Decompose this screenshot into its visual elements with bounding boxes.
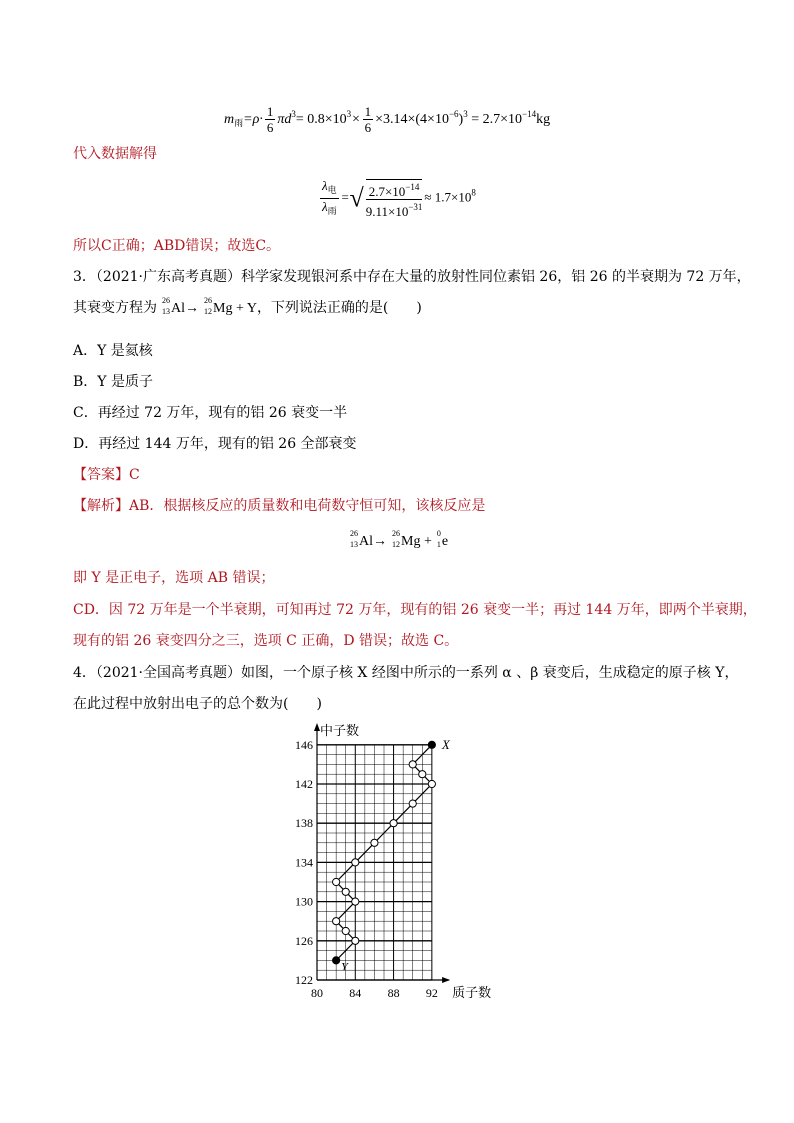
option-b: B．Y 是质子 xyxy=(73,374,153,390)
decay-point xyxy=(333,878,340,885)
x-tick-label: 80 xyxy=(311,986,323,1000)
x-tick-label: 88 xyxy=(387,986,400,1000)
conclusion-prev: 所以C正确；ABD错误；故选C。 xyxy=(73,238,281,254)
x-tick-label: 84 xyxy=(349,986,362,1000)
y-axis-label: 中子数 xyxy=(320,724,360,739)
decay-point xyxy=(409,800,416,807)
decay-point xyxy=(371,839,378,846)
line-cd-2: 现有的铝 26 衰变四分之三，选项 C 正确，D 错误；故选 C。 xyxy=(73,633,459,649)
q3-stem-line2: 其衰变方程为 26 13 Al→ 26 12 Mg + Y，下列说法正确的是( ) xyxy=(73,296,422,316)
line-y-positron: 即 Y 是正电子，选项 AB 错误； xyxy=(73,570,275,586)
decay-point xyxy=(409,761,416,768)
decay-point xyxy=(352,898,359,905)
decay-point xyxy=(419,771,426,778)
line-cd-1: CD．因 72 万年是一个半衰期，可知再过 72 万年，现有的铝 26 衰变一半；再过 144 万年，即两个半衰期， xyxy=(73,602,757,618)
decay-point xyxy=(342,927,349,934)
substitute-line: 代入数据解得 xyxy=(73,146,157,162)
q4-stem-line1: 4．（2021·全国高考真题）如图，一个原子核 X 经图中所示的一系列 α 、β 衰变后，生成稳定的原子核 Y， xyxy=(73,665,739,681)
y-tick-label: 134 xyxy=(295,855,313,870)
decay-chart xyxy=(280,722,520,1012)
mass-symbol: m xyxy=(224,112,235,127)
fraction-one-sixth: $\frac{1}{6}$ xyxy=(266,104,274,136)
decay-point xyxy=(390,820,397,827)
endpoint-marker xyxy=(428,741,435,748)
y-tick-label: 130 xyxy=(295,894,313,909)
decay-point xyxy=(428,780,435,787)
q3-stem-line1: 3．（2021·广东高考真题）科学家发现银河系中存在大量的放射性同位素铝 26，铝 26 的半衰期为 72 万年， xyxy=(73,269,751,285)
decay-point xyxy=(333,918,340,925)
option-c: C．再经过 72 万年，现有的铝 26 衰变一半 xyxy=(73,405,348,421)
x-axis-arrow xyxy=(442,977,450,983)
decay-point xyxy=(342,888,349,895)
equation-mass: $m_雨=\rho\cdot$ $\frac{1}{6}$ $\pi d^3= 0.8\times 10^3\times$ $\frac{1}{6}$ $\times 3.14\times(4\times 10^{-6})^3 = 2.7\times 10^{-14}kg$ xyxy=(224,104,551,136)
y-tick-label: 126 xyxy=(295,933,313,948)
endpoint-marker xyxy=(333,957,340,964)
x-axis-label: 质子数 xyxy=(452,986,492,1001)
label-x: X xyxy=(441,736,450,752)
option-a: A．Y 是氦核 xyxy=(73,343,153,359)
answer-line: 【答案】C xyxy=(73,467,140,483)
y-tick-label: 146 xyxy=(295,737,313,752)
equation-ratio: $\frac{\lambda_电}{\lambda_雨}$ =√ $\frac{2.7\times 10^{-14}}{9.11\times 10^{-31}}$ ≈ $1.7\times 10^8$ xyxy=(322,178,476,219)
y-tick-label: 122 xyxy=(295,973,313,987)
y-tick-label: 138 xyxy=(295,816,313,831)
option-d: D．再经过 144 万年，现有的铝 26 全部衰变 xyxy=(73,436,357,452)
reaction-equation: 26 13 Al→ 26 12 Mg + 0 1 e xyxy=(350,529,449,549)
y-tick-label: 142 xyxy=(295,777,313,791)
x-tick-label: 92 xyxy=(425,986,438,1000)
decay-point xyxy=(352,859,359,866)
q4-stem-line2: 在此过程中放射出电子的总个数为( ) xyxy=(73,696,322,712)
decay-point xyxy=(352,937,359,944)
analysis-line: 【解析】AB．根据核反应的质量数和电荷数守恒可知，该核反应是 xyxy=(73,498,486,514)
label-y: Y xyxy=(341,959,348,974)
